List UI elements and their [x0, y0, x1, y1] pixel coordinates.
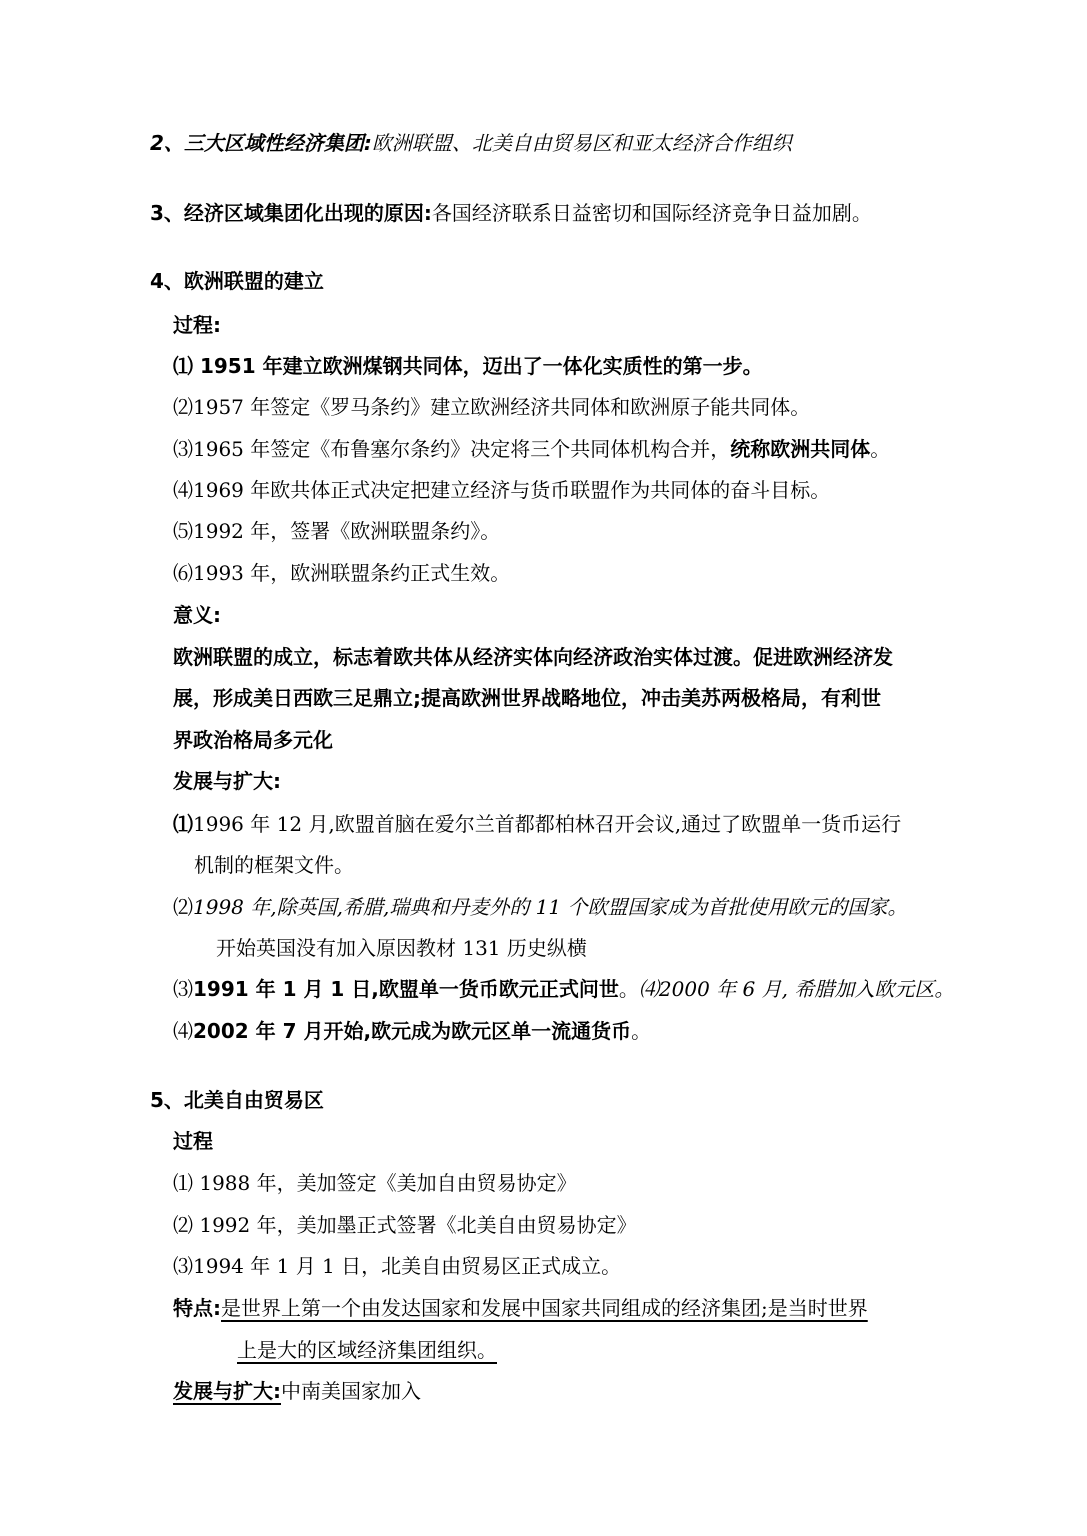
- nafta-process-label: 过程: [173, 1129, 213, 1153]
- eu-dev-item-1: [173, 810, 901, 838]
- eu-process-label: 过程:: [173, 313, 221, 337]
- eu-dev-item-4: [173, 1017, 651, 1045]
- eu-development-label: 发展与扩大:: [173, 769, 281, 793]
- eu-dev-item-2: [173, 893, 908, 921]
- eu-dev-item-4-punct: 。: [631, 1019, 652, 1043]
- nafta-development-text: 中南美国家加入: [281, 1379, 421, 1403]
- eu-dev-item-3-extra: ⑷2000 年 6 月, 希腊加入欧元区。: [638, 977, 955, 1001]
- nafta-process-item-3: ⑶1994 年 1 月 1 日，北美自由贸易区正式成立。: [173, 1254, 622, 1278]
- section-2-text: 欧洲联盟、北美自由贸易区和亚太经济合作组织: [371, 131, 792, 155]
- section-3-heading: 3、经济区域集团化出现的原因:: [150, 201, 432, 225]
- section-2-heading: 2、三大区域性经济集团:: [150, 131, 372, 155]
- nafta-feature-line-2: 上是大的区域经济集团组织。: [237, 1338, 497, 1362]
- eu-meaning-line-2: 展，形成美日西欧三足鼎立;提高欧洲世界战略地位，冲击美苏两极格局，有利世: [173, 686, 881, 710]
- eu-process-item-3-punct: 。: [870, 437, 891, 461]
- eu-process-item-3: [173, 435, 890, 463]
- eu-dev-item-4-text: 2002 年 7 月开始,欧元成为欧元区单一流通货币: [193, 1019, 632, 1043]
- eu-meaning-line-1: 欧洲联盟的成立，标志着欧共体从经济实体向经济政治实体过渡。促进欧洲经济发: [173, 645, 893, 669]
- section-3-text: 各国经济联系日益密切和国际经济竞争日益加剧。: [431, 201, 872, 225]
- eu-dev-item-2-note: 开始英国没有加入原因教材 131 历史纵横: [216, 936, 587, 960]
- eu-process-item-2: ⑵1957 年签定《罗马条约》建立欧洲经济共同体和欧洲原子能共同体。: [173, 395, 811, 419]
- section-4-heading: 4、欧洲联盟的建立: [150, 269, 324, 293]
- section-3-line: [150, 199, 872, 227]
- eu-dev-item-3: [173, 975, 954, 1003]
- nafta-feature-line-1: [173, 1294, 868, 1322]
- eu-dev-item-2-text: 1998 年,除英国,希腊,瑞典和丹麦外的 11 个欧盟国家成为首批使用欧元的国家。: [193, 895, 908, 919]
- eu-meaning-label: 意义:: [173, 603, 221, 627]
- eu-dev-item-1-continued: 机制的框架文件。: [194, 853, 354, 877]
- nafta-feature-text: 是世界上第一个由发达国家和发展中国家共同组成的经济集团;是当时世界: [221, 1296, 868, 1320]
- eu-process-item-5: ⑸1992 年，签署《欧洲联盟条约》。: [173, 519, 501, 543]
- nafta-development-label: 发展与扩大:: [173, 1379, 281, 1403]
- eu-dev-item-1-text: 1996 年 12 月,欧盟首脑在爱尔兰首都都柏林召开会议,通过了欧盟单一货币运行: [193, 812, 902, 836]
- nafta-feature-label: 特点:: [173, 1296, 221, 1320]
- eu-process-item-3-text: ⑶1965 年签定《布鲁塞尔条约》决定将三个共同体机构合并，: [173, 437, 731, 461]
- nafta-process-item-2: ⑵ 1992 年，美加墨正式签署《北美自由贸易协定》: [173, 1213, 637, 1237]
- section-2-line: [150, 129, 792, 157]
- eu-dev-item-3-punct: 。: [618, 977, 639, 1001]
- eu-dev-item-4-number: ⑷: [173, 1019, 193, 1043]
- eu-dev-item-3-number: ⑶: [173, 977, 193, 1001]
- eu-dev-item-3-text: 1991 年 1 月 1 日,欧盟单一货币欧元正式问世: [193, 977, 619, 1001]
- eu-dev-item-2-number: ⑵: [173, 895, 193, 919]
- eu-process-item-4: ⑷1969 年欧共体正式决定把建立经济与货币联盟作为共同体的奋斗目标。: [173, 478, 831, 502]
- nafta-process-item-1: ⑴ 1988 年，美加签定《美加自由贸易协定》: [173, 1171, 577, 1195]
- eu-process-item-3-bold: 统称欧洲共同体: [730, 437, 871, 461]
- section-5-heading: 5、北美自由贸易区: [150, 1088, 324, 1112]
- eu-dev-item-1-number: ⑴: [173, 812, 193, 836]
- nafta-development-line: [173, 1377, 421, 1405]
- eu-process-item-6: ⑹1993 年，欧洲联盟条约正式生效。: [173, 561, 511, 585]
- eu-process-item-1: ⑴ 1951 年建立欧洲煤钢共同体，迈出了一体化实质性的第一步。: [173, 354, 763, 378]
- eu-meaning-line-3: 界政治格局多元化: [173, 728, 333, 752]
